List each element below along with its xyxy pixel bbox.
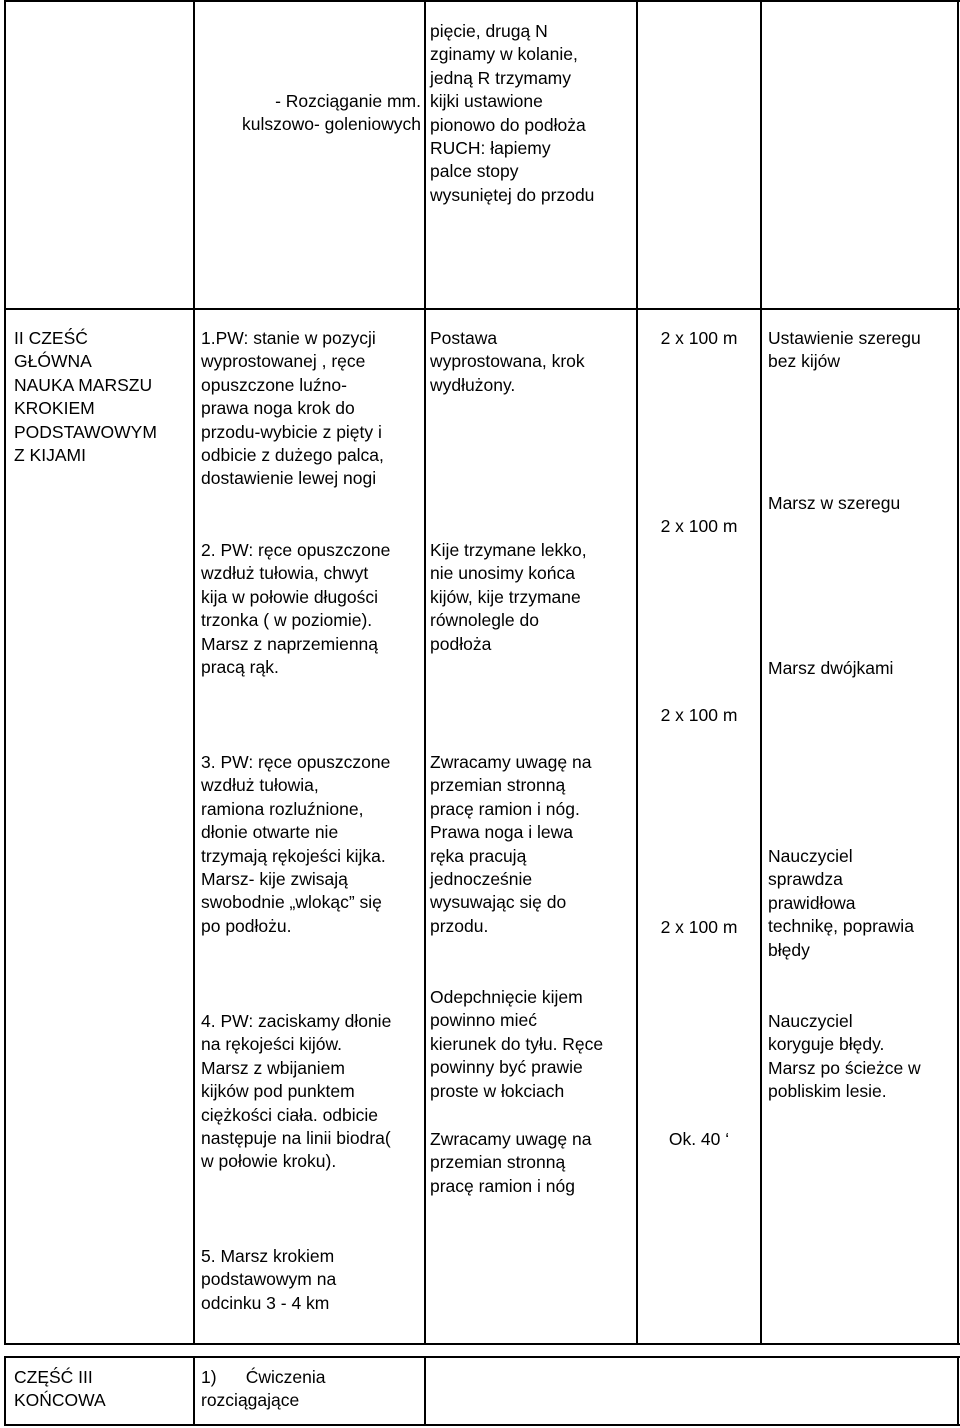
- dosage-1: 2 x 100 m: [660, 328, 738, 348]
- stretch-exercise-description: pięcie, drugą N zginamy w kolanie, jedną R trzymamy kijki ustawione pionowo do podłoża RUCH: łapiemy palce stopy wysuniętej do przodu: [430, 21, 595, 205]
- organization-1: Ustawienie szeregu bez kijów: [768, 328, 921, 372]
- section-heading-main-part: II CZEŚĆ GŁÓWNA NAUKA MARSZU KROKIEM PODSTAWOWYM Z KIJAMI: [14, 328, 157, 466]
- footer-col-rule-1: [193, 1356, 195, 1426]
- table-col-rule-2: [424, 0, 426, 1343]
- remark-5: Zwracamy uwagę na przemian stronną pracę ramion i nóg: [430, 1129, 592, 1196]
- table-col-rule-0: [4, 0, 6, 1343]
- table-col-rule-3: [636, 0, 638, 1343]
- table-col-rule-4: [760, 0, 762, 1343]
- stretch-exercise-title: - Rozciąganie mm. kulszowo- goleniowych: [242, 91, 421, 135]
- dosage-2: 2 x 100 m: [660, 516, 738, 536]
- exercise-2: 2. PW: ręce opuszczone wzdłuż tułowia, chwyt kija w połowie długości trzonka ( w poziomie). Marsz z naprzemienną pracą rąk.: [201, 540, 391, 678]
- exercise-3: 3. PW: ręce opuszczone wzdłuż tułowia, ramiona rozluźnione, dłonie otwarte nie trzymają rękojeści kijka. Marsz- kije zwisają swobodnie „wlokąc” się po podłożu.: [201, 752, 391, 936]
- table-col-rule-1: [193, 0, 195, 1343]
- table-rule-row2-bottom: [4, 1343, 960, 1345]
- organization-3: Marsz dwójkami: [768, 658, 894, 678]
- final-exercise-stretching: 1) Ćwiczenia rozciągające: [201, 1367, 326, 1411]
- table-rule-top: [4, 0, 960, 2]
- dosage-4: 2 x 100 m: [660, 917, 738, 937]
- footer-col-rule-0: [4, 1356, 6, 1426]
- footer-col-rule-2: [424, 1356, 426, 1426]
- organization-4: Nauczyciel sprawdza prawidłowa technikę, poprawia błędy: [768, 846, 914, 960]
- exercise-1: 1.PW: stanie w pozycji wyprostowanej , ręce opuszczone luźno- prawa noga krok do przodu-wybicie z pięty i odbicie z dużego palca, dostawienie lewej nogi: [201, 328, 384, 489]
- dosage-3: 2 x 100 m: [660, 705, 738, 725]
- remark-3: Zwracamy uwagę na przemian stronną pracę ramion i nóg. Prawa noga i lewa ręka pracują jednocześnie wysuwając się do przodu.: [430, 752, 592, 936]
- table-rule-bottom: [4, 1424, 960, 1426]
- organization-5: Nauczyciel koryguje błędy. Marsz po ścieżce w pobliskim lesie.: [768, 1011, 921, 1102]
- organization-2: Marsz w szeregu: [768, 493, 901, 513]
- dosage-5: Ok. 40 ‘: [668, 1129, 730, 1149]
- footer-col-rule-3: [957, 1356, 959, 1426]
- table-col-rule-5: [957, 0, 959, 1343]
- table-rule-row3-top: [4, 1356, 960, 1358]
- section-heading-final-part: CZĘŚĆ III KOŃCOWA: [14, 1367, 106, 1411]
- exercise-4: 4. PW: zaciskamy dłonie na rękojeści kijów. Marsz z wbijaniem kijków pod punktem ciężkości ciała. odbicie następuje na linii biodra( w połowie kroku).: [201, 1011, 392, 1172]
- remark-2: Kije trzymane lekko, nie unosimy końca kijów, kije trzymane równolegle do podłoża: [430, 540, 587, 654]
- remark-4: Odepchnięcie kijem powinno mieć kierunek do tyłu. Ręce powinny być prawie proste w łokciach: [430, 987, 604, 1101]
- table-rule-row2-top: [4, 308, 960, 310]
- exercise-5: 5. Marsz krokiem podstawowym na odcinku 3 - 4 km: [201, 1246, 337, 1313]
- remark-1: Postawa wyprostowana, krok wydłużony.: [430, 328, 585, 395]
